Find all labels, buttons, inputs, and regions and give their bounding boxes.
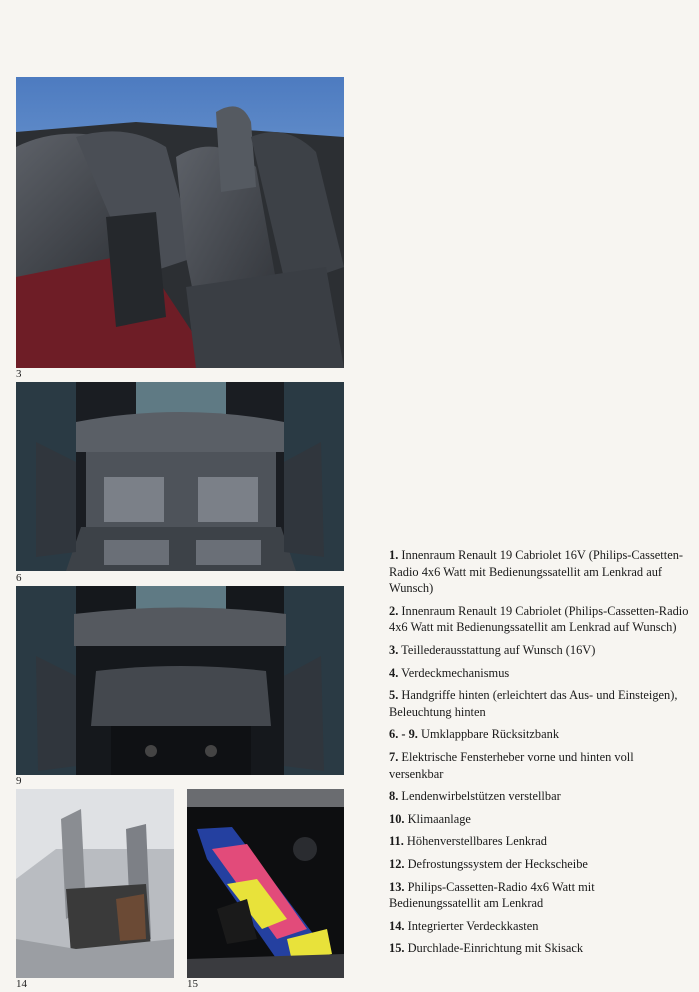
caption-item: 7. Elektrische Fensterheber vorne und hinten voll versenkbar [389, 749, 634, 781]
caption-item: 2. Innenraum Renault 19 Cabriolet (Philips-Cassetten-Radio 4x6 Watt mit Bedienungssatellit am Lenkrad auf Wunsch) [389, 603, 689, 635]
caption-item: 1. Innenraum Renault 19 Cabriolet 16V (Philips-Cassetten-Radio 4x6 Watt mit Bedienungssatellit am Lenkrad auf Wunsch) [389, 548, 684, 596]
caption-item: 11. Höhenverstellbares Lenkrad [389, 834, 547, 849]
photo-6-rear-bench [16, 382, 344, 571]
photo-9-folded-bench [16, 586, 344, 775]
caption-item: 8. Lendenwirbelstützen verstellbar [389, 789, 561, 804]
caption-item: 6. - 9. Umklappbare Rücksitzbank [389, 727, 560, 742]
caption-item: 14. Integrierter Verdeckkasten [389, 918, 539, 933]
caption-item: 5. Handgriffe hinten (erleichtert das Aus- und Einsteigen), Beleuchtung hinten [389, 688, 678, 719]
photo-9-number: 9 [16, 775, 22, 787]
photo-15-ski-sack [187, 789, 344, 978]
caption-item: 3. Teillederausstattung auf Wunsch (16V) [389, 642, 596, 657]
photo-3-leather-seats [16, 77, 344, 368]
caption-item: 4. Verdeckmechanismus [389, 665, 510, 680]
caption-item: 15. Durchlade-Einrichtung mit Skisack [389, 941, 584, 956]
caption-item: 13. Philips-Cassetten-Radio 4x6 Watt mit Bedienungssatellit am Lenkrad [389, 879, 595, 911]
caption-list [389, 547, 689, 963]
photo-14-number: 14 [16, 978, 27, 990]
photo-15-number: 15 [187, 978, 198, 990]
photo-3-number: 3 [16, 368, 22, 380]
photo-6-number: 6 [16, 572, 22, 584]
caption-item: 10. Klimaanlage [389, 811, 471, 826]
caption-item: 12. Defrostungssystem der Heckscheibe [389, 856, 588, 871]
photo-14-top-box [16, 789, 174, 978]
